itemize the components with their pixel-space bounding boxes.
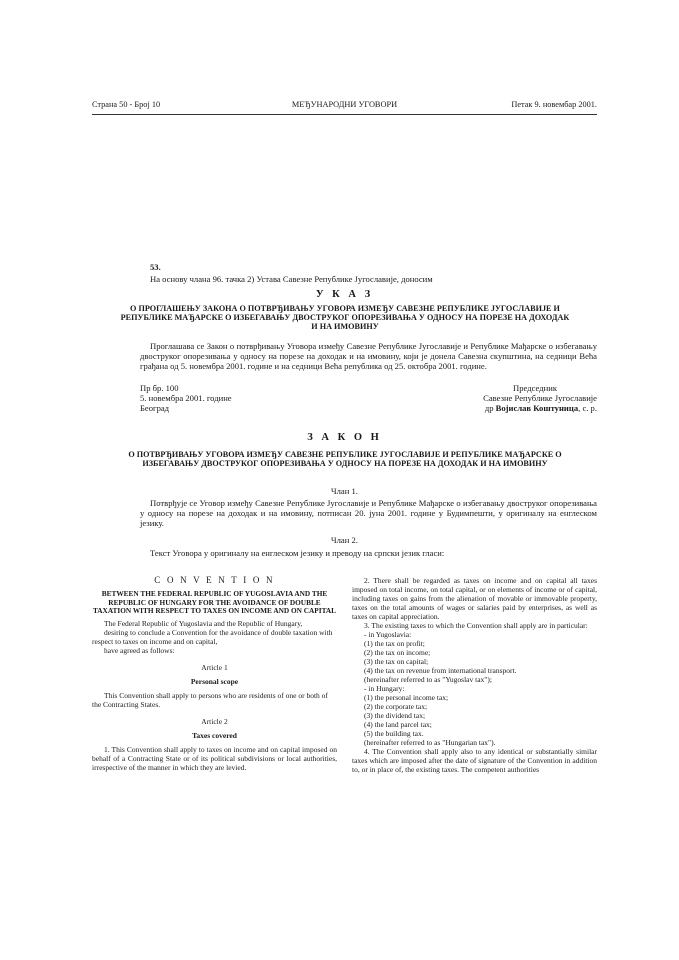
list-item: (2) the corporate tax; bbox=[364, 702, 428, 711]
convention-left-column bbox=[92, 576, 337, 772]
decree-date: 5. новембра 2001. године bbox=[140, 393, 232, 403]
yugoslav-taxes-list bbox=[352, 630, 597, 684]
article2-title: Taxes covered bbox=[192, 730, 237, 740]
list-item: (3) the tax on capital; bbox=[364, 657, 429, 666]
law-article1-label: Члан 1. bbox=[331, 486, 358, 496]
law-heading: З А К О Н bbox=[307, 432, 382, 443]
article1-label: Article 1 bbox=[201, 662, 228, 672]
list-item: (5) the building tax. bbox=[364, 729, 424, 738]
list-item: (3) the dividend tax; bbox=[364, 711, 426, 720]
hungarian-taxes-list bbox=[352, 684, 597, 747]
signer-organization: Савезне Републике Југославије bbox=[483, 393, 597, 403]
convention-right-column bbox=[352, 576, 597, 774]
decree-body: Проглашава се Закон о потврђивању Уговора између Савезне Републике Југославије и Републике Мађарске о избегавању двоструког опорезивања у односу на порезе на доходак и на имовину, који је донела Савезна скупштина, на седници Већа грађана од 5. новембра 2001. године и на седници Већа република од 25. октобра 2001. године. bbox=[140, 341, 597, 371]
law-article2-text: Текст Уговора у оригиналу на енглеском језику и преводу на српски језик гласи: bbox=[150, 548, 445, 558]
article2-paragraph4: 4. The Convention shall apply also to any identical or substantially similar taxes which are imposed after the date of signature of the Convention in addition to, or in place of, the existing taxes. The competent authorities bbox=[352, 747, 597, 774]
list-item: (2) the tax on income; bbox=[364, 648, 431, 657]
header-date: Петак 9. новембар 2001. bbox=[511, 100, 597, 109]
signer-prefix: др bbox=[484, 403, 496, 413]
header-page-number: Страна 50 - Број 10 bbox=[92, 100, 161, 109]
list-item: - in Hungary: bbox=[364, 684, 405, 693]
signer-suffix: , с. р. bbox=[578, 403, 597, 413]
list-item: (4) the tax on revenue from international transport. bbox=[364, 666, 517, 675]
list-item: (4) the land parcel tax; bbox=[364, 720, 432, 729]
decree-place: Београд bbox=[140, 403, 170, 413]
list-item: (1) the personal income tax; bbox=[364, 693, 449, 702]
decree-title: О ПРОГЛАШЕЊУ ЗАКОНА О ПОТВРЂИВАЊУ УГОВОРА ИЗМЕЂУ САВЕЗНЕ РЕПУБЛИКЕ ЈУГОСЛАВИЈЕ И РЕПУБЛИКЕ МАЂАРСКЕ О ИЗБЕГАВАЊУ ДВОСТРУКОГ ОПОРЕЗИВАЊА У ОДНОСУ НА ПОРЕЗЕ НА ДОХОДАК И НА ИМОВИНУ bbox=[120, 304, 570, 331]
list-item: (1) the tax on profit; bbox=[364, 639, 425, 648]
list-item: - in Yugoslavia: bbox=[364, 630, 412, 639]
article2-paragraph1: 1. This Convention shall apply to taxes on income and on capital imposed on behalf of a Contracting State or of its political subdivisions or local authorities, irrespective of the manner in which they are levied. bbox=[92, 744, 337, 772]
convention-intro-desiring: desiring to conclude a Convention for the avoidance of double taxation with respect to taxes on income and on capital, bbox=[92, 627, 333, 646]
article2-paragraph2: 2. There shall be regarded as taxes on income and on capital all taxes imposed on total income, on total capital, or on elements of income or of capital, including taxes on gains from the alienation of movable or immovable property, taxes on the total amounts of wages or salaries paid by enterprises, as well as taxes on capital appreciation. bbox=[352, 576, 597, 621]
decree-reference-block bbox=[140, 383, 340, 413]
decree-signature-block bbox=[420, 383, 597, 413]
decree-heading: У К А З bbox=[315, 289, 374, 300]
signer-line bbox=[420, 403, 597, 413]
law-article2-label: Члан 2. bbox=[331, 535, 358, 545]
convention-heading: C O N V E N T I O N bbox=[154, 575, 275, 585]
list-item: (hereinafter referred to as "Yugoslav tax"); bbox=[364, 675, 492, 684]
running-header bbox=[92, 100, 597, 115]
convention-intro-agreed: have agreed as follows: bbox=[104, 645, 175, 655]
list-item: (hereinafter referred to as "Hungarian tax"). bbox=[364, 738, 496, 747]
article1-text: This Convention shall apply to persons who are residents of one or both of the Contracting States. bbox=[92, 690, 328, 709]
signer-name: Војислав Коштуница bbox=[495, 403, 579, 413]
convention-title: BETWEEN THE FEDERAL REPUBLIC OF YUGOSLAVIA AND THE REPUBLIC OF HUNGARY FOR THE AVOIDANCE OF DOUBLE TAXATION WITH RESPECT TO TAXES ON INCOME AND ON CAPITAL bbox=[92, 589, 337, 616]
decree-preamble: На основу члана 96. тачка 2) Устава Савезне Републике Југославије, доносим bbox=[150, 274, 433, 284]
article2-paragraph3: 3. The existing taxes to which the Convention shall apply are in particular: bbox=[364, 621, 588, 630]
decree-ref-number: Пр бр. 100 bbox=[140, 383, 179, 393]
article2-label: Article 2 bbox=[201, 716, 228, 726]
decree-number: 53. bbox=[150, 262, 161, 272]
signer-title: Председник bbox=[513, 383, 557, 393]
header-section-title: МЕЂУНАРОДНИ УГОВОРИ bbox=[291, 100, 398, 109]
law-title: О ПОТВРЂИВАЊУ УГОВОРА ИЗМЕЂУ САВЕЗНЕ РЕПУБЛИКЕ ЈУГОСЛАВИЈЕ И РЕПУБЛИКЕ МАЂАРСКЕ О ИЗБЕГАВАЊУ ДВОСТРУКОГ ОПОРЕЗИВАЊА У ОДНОСУ НА ПОРЕЗЕ НА ДОХОДАК И НА ИМОВИНУ bbox=[128, 450, 562, 468]
convention-intro-parties: The Federal Republic of Yugoslavia and the Republic of Hungary, bbox=[104, 618, 303, 628]
law-article1-text: Потврђује се Уговор између Савезне Републике Југославије и Републике Мађарске о избегавању двоструког опорезивања у односу на порезе на доходак и на имовину, потписан 20. јуна 2001. године у Будимпешти, у оригиналу на енглеском језику. bbox=[140, 498, 597, 528]
article1-title: Personal scope bbox=[190, 676, 239, 686]
